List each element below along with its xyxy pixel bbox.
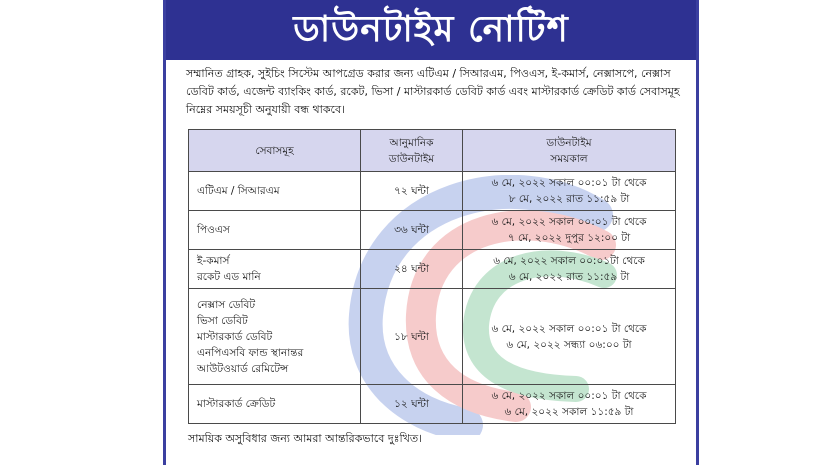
- window-cell: ৬ মে, ২০২২ সকাল ০০:০১ টা থেকে ৮ মে, ২০২২ রাত ১১:৫৯ টা: [463, 172, 676, 211]
- duration-cell: ১৮ ঘন্টা: [361, 289, 463, 385]
- window-cell: ৬ মে, ২০২২ সকাল ০০:০১টা থেকে ৬ মে, ২০২২ রাত ১১:৫৯ টা: [463, 250, 676, 289]
- table-row: [189, 250, 676, 289]
- service-cell: ই-কমার্স রকেট এড মানি: [189, 250, 361, 289]
- downtime-schedule-table: [188, 129, 676, 424]
- window-cell: ৬ মে, ২০২২ সকাল ০০:০১ টা থেকে ৭ মে, ২০২২ দুপুর ১২:০০ টা: [463, 211, 676, 250]
- window-cell: ৬ মে, ২০২২ সকাল ০০:০১ টা থেকে ৬ মে, ২০২২ সন্ধ্যা ০৬:০০ টা: [463, 289, 676, 385]
- header-downtime-period: ডাউনটাইম সময়কাল: [463, 130, 676, 172]
- table-header-row: [189, 130, 676, 172]
- service-cell: এটিএম / সিআরএম: [189, 172, 361, 211]
- notice-banner: [166, 0, 696, 60]
- duration-cell: ৩৬ ঘন্টা: [361, 211, 463, 250]
- service-cell: নেক্সাস ডেবিট ভিসা ডেবিট মাস্টারকার্ড ডেবিট এনপিএসবি ফান্ড স্থানান্তর আউটওয়ার্ড রেমিটেন্স: [189, 289, 361, 385]
- window-cell: ৬ মে, ২০২২ সকাল ০০:০১ টা থেকে ৬ মে, ২০২২ সকাল ১১:৫৯ টা: [463, 385, 676, 424]
- notice-intro: সম্মানিত গ্রাহক, সুইচিং সিস্টেম আপগ্রেড করার জন্য এটিএম / সিআরএম, পিওএস, ই-কমার্স, নেক্সাসপে, নেক্সাস ডেবিট কার্ড, এজেন্ট ব্যাংকিং কার্ড, রকেট, ভিসা / মাস্টারকার্ড ডেবিট কার্ড এবং মাস্টারকার্ড ক্রেডিট কার্ড সেবাসমূহ নিম্নের সময়সূচী অনুযায়ী বন্ধ থাকবে।: [186, 67, 680, 116]
- service-cell: মাস্টারকার্ড ক্রেডিট: [189, 385, 361, 424]
- table-row: [189, 385, 676, 424]
- duration-cell: ৭২ ঘন্টা: [361, 172, 463, 211]
- duration-cell: ১২ ঘন্টা: [361, 385, 463, 424]
- header-services: সেবাসমূহ: [189, 130, 361, 172]
- table-row: [189, 289, 676, 385]
- notice-title: ডাউনটাইম নোটিশ: [293, 9, 569, 50]
- table-row: [189, 172, 676, 211]
- apology-note: সাময়িক অসুবিধার জন্য আমরা আন্তরিকভাবে দুঃখিত।: [188, 432, 423, 445]
- service-cell: পিওএস: [189, 211, 361, 250]
- downtime-notice: [163, 0, 699, 465]
- header-estimated-downtime: আনুমানিক ডাউনটাইম: [361, 130, 463, 172]
- table-row: [189, 211, 676, 250]
- duration-cell: ২৪ ঘন্টা: [361, 250, 463, 289]
